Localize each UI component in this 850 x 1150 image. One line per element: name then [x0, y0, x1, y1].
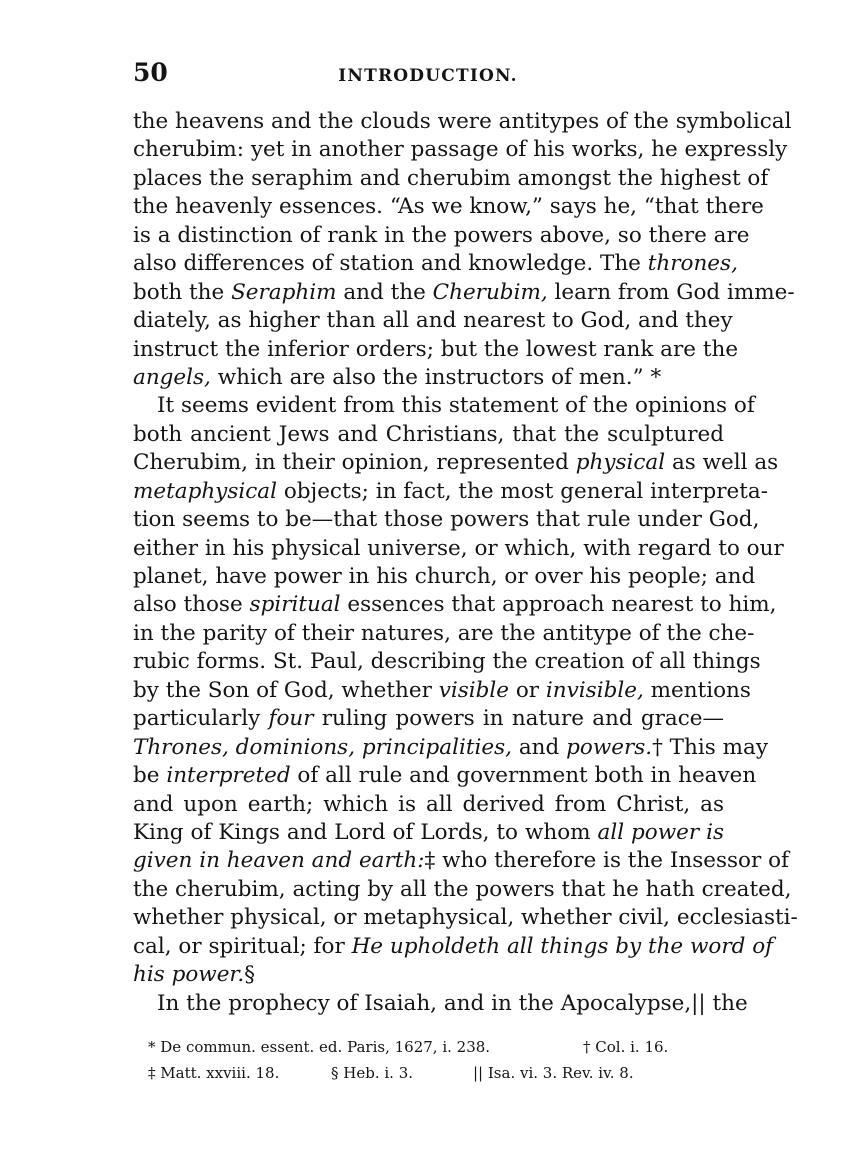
text-fragment: mentions: [643, 677, 751, 703]
text-line: [133, 449, 779, 477]
text-fragment: also those: [133, 592, 250, 618]
text-fragment: rubic forms. St. Paul, describing the creation of all things: [133, 649, 761, 675]
page-number: 50: [133, 58, 168, 87]
text-fragment: learn from God imme-: [547, 279, 795, 305]
text-fragment: cherubim: yet in another passage of his works, he expressly: [133, 137, 788, 163]
text-fragment: † This may: [652, 734, 768, 760]
italic-text: his power.: [133, 962, 245, 988]
text-line: [133, 193, 764, 221]
text-fragment: as well as: [665, 450, 779, 476]
text-fragment: objects; in fact, the most general interpreta-: [276, 478, 768, 504]
italic-text: Seraphim: [231, 279, 337, 305]
text-line: [133, 990, 748, 1018]
text-fragment: in the parity of their natures, are the antitype of the che-: [133, 620, 755, 646]
text-line: [133, 336, 739, 364]
text-line: [133, 961, 724, 989]
text-fragment: or: [509, 677, 546, 703]
footnotes: [148, 1038, 708, 1090]
italic-text: spiritual: [249, 592, 341, 618]
text-line: [133, 791, 724, 819]
text-fragment: particularly: [133, 706, 269, 732]
text-line: [133, 136, 788, 164]
text-fragment: ‡ who therefore is the Insessor of: [424, 848, 789, 874]
text-fragment: the heavens and the clouds were antitypes of the symbolical: [133, 109, 792, 134]
text-fragment: which are also the instructors of men.” *: [210, 364, 662, 390]
text-line: [133, 535, 784, 563]
page-header: [133, 58, 723, 98]
italic-text: all power is: [597, 819, 724, 845]
footnote: || Isa. vi. 3. Rev. iv. 8.: [473, 1064, 634, 1082]
text-line: [133, 876, 792, 904]
text-line: [133, 563, 756, 591]
footnote: * De commun. essent. ed. Paris, 1627, i. 238.: [148, 1038, 491, 1056]
text-fragment: diately, as higher than all and nearest to God, and they: [133, 308, 733, 334]
text-fragment: whether physical, or metaphysical, whether civil, ecclesiasti-: [133, 905, 798, 931]
text-line: [133, 421, 724, 449]
text-fragment: planet, have power in his church, or over his people; and: [133, 564, 756, 589]
text-line: [133, 478, 768, 506]
italic-text: invisible,: [545, 677, 644, 703]
text-fragment: the cherubim, acting by all the powers that he hath created,: [133, 876, 792, 902]
italic-text: He upholdeth all things by the word of: [351, 933, 774, 959]
text-fragment: by the Son of God, whether: [133, 677, 439, 703]
text-fragment: and upon earth; which is all derived from Christ, as: [133, 791, 724, 817]
text-line: [133, 677, 751, 705]
italic-text: thrones,: [647, 251, 738, 277]
text-line: [133, 847, 789, 875]
text-fragment: King of Kings and Lord of Lords, to whom: [133, 819, 598, 845]
text-fragment: also differences of station and knowledge. The: [133, 251, 648, 277]
italic-text: interpreted: [166, 763, 291, 789]
footnote: ‡ Matt. xxviii. 18.: [148, 1064, 280, 1082]
text-fragment: both ancient Jews and Christians, that the sculptured: [133, 421, 724, 447]
text-fragment: of all rule and government both in heaven: [290, 763, 757, 789]
text-fragment: and the: [336, 279, 433, 305]
text-line: [133, 108, 792, 136]
text-line: [133, 165, 769, 193]
italic-text: powers.: [566, 734, 653, 760]
text-line: [133, 762, 757, 790]
text-fragment: both the: [133, 279, 232, 305]
text-fragment: tion seems to be—that those powers that rule under God,: [133, 507, 760, 533]
footnote-row: [148, 1064, 708, 1090]
italic-text: metaphysical: [133, 478, 277, 504]
text-line: [133, 620, 755, 648]
text-line: [133, 734, 768, 762]
italic-text: angels,: [133, 364, 211, 390]
text-line: [133, 392, 755, 420]
text-line: [133, 904, 798, 932]
text-fragment: Cherubim, in their opinion, represented: [133, 450, 576, 476]
italic-text: four: [268, 706, 314, 732]
italic-text: given in heaven and earth:: [133, 848, 425, 874]
text-fragment: is a distinction of rank in the powers above, so there are: [133, 222, 750, 248]
text-line: [133, 250, 738, 278]
text-line: [133, 591, 777, 619]
text-fragment: ruling powers in nature and grace—: [313, 706, 724, 732]
text-line: [133, 819, 724, 847]
text-line: [133, 648, 761, 676]
body-text: [133, 108, 798, 1018]
text-line: [133, 364, 724, 392]
footnote-row: [148, 1038, 708, 1064]
text-line: [133, 307, 733, 335]
text-line: [133, 279, 795, 307]
text-line: [133, 222, 750, 250]
text-fragment: In the prophecy of Isaiah, and in the Apocalypse,|| the: [157, 990, 748, 1016]
text-fragment: the heavenly essences. “As we know,” says he, “that there: [133, 194, 764, 220]
text-fragment: instruct the inferior orders; but the lowest rank are the: [133, 336, 739, 362]
italic-text: Cherubim,: [432, 279, 548, 305]
text-fragment: It seems evident from this statement of the opinions of: [157, 393, 755, 419]
text-line: [133, 933, 774, 961]
text-line: [133, 506, 760, 534]
footnote: † Col. i. 16.: [583, 1038, 669, 1056]
text-fragment: places the seraphim and cherubim amongst the highest of: [133, 165, 769, 191]
text-fragment: essences that approach nearest to him,: [340, 592, 777, 618]
italic-text: visible: [438, 677, 510, 703]
text-fragment: and: [512, 734, 567, 760]
italic-text: physical: [575, 450, 666, 476]
running-head: INTRODUCTION.: [338, 66, 518, 86]
footnote: § Heb. i. 3.: [331, 1064, 414, 1082]
text-fragment: cal, or spiritual; for: [133, 933, 352, 959]
text-line: [133, 705, 724, 733]
text-fragment: either in his physical universe, or which, with regard to our: [133, 535, 784, 561]
text-fragment: §: [244, 962, 255, 988]
italic-text: Thrones, dominions, principalities,: [133, 734, 512, 760]
text-fragment: be: [133, 763, 167, 789]
